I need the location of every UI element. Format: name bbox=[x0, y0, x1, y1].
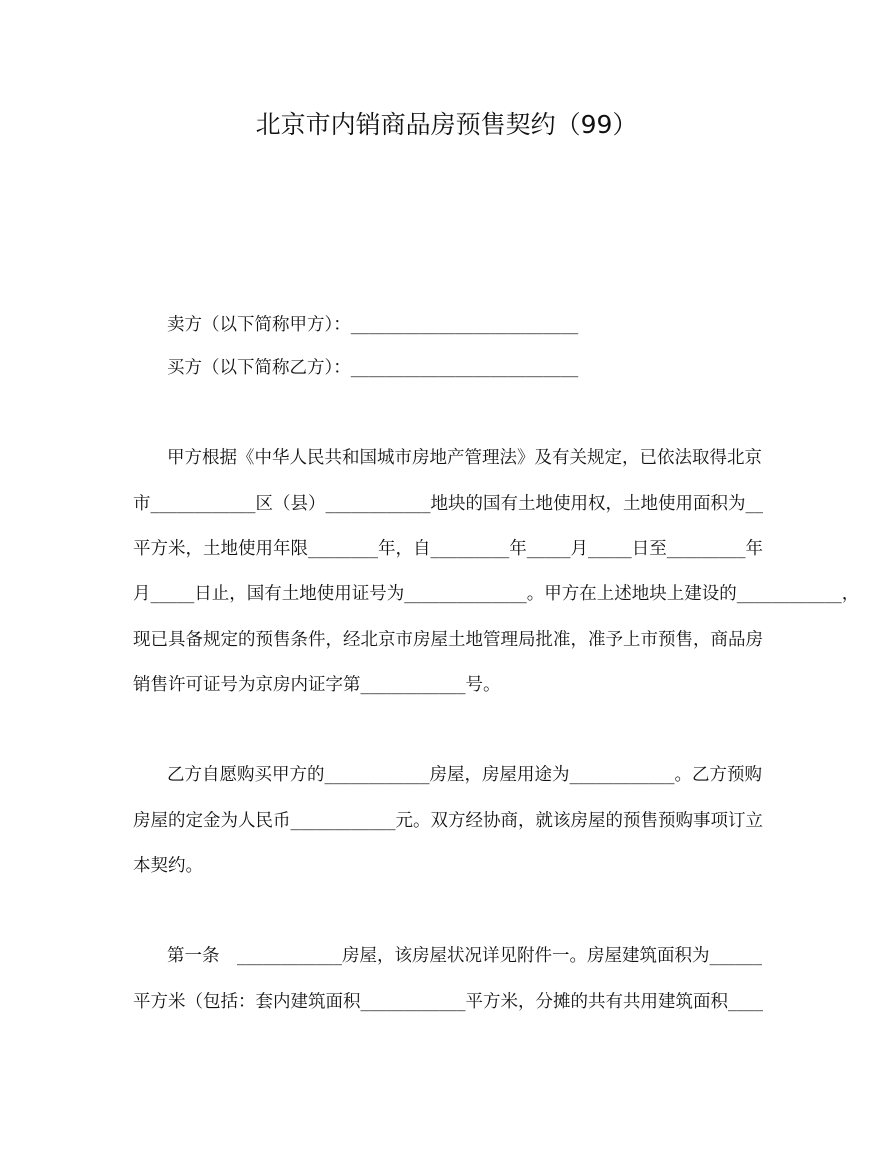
paragraph-line: 销售许可证号为京房内证字第____________号。 bbox=[133, 675, 501, 695]
paragraph-line: 房屋的定金为人民币____________元。双方经协商，就该房屋的预售预购事项订立 bbox=[133, 811, 763, 831]
paragraph-line: 现已具备规定的预售条件，经北京市房屋土地管理局批准，准予上市预售，商品房 bbox=[133, 630, 763, 650]
paragraph-line: 本契约。 bbox=[133, 856, 203, 876]
paragraph-line: 平方米，土地使用年限________年，自_________年_____月_____日至_________年 bbox=[133, 539, 763, 559]
paragraph-line: 月_____日止，国有土地使用证号为______________。甲方在上述地块上建设的____________， bbox=[133, 584, 860, 604]
document-title: 北京市内销商品房预售契约（99） bbox=[255, 110, 638, 139]
paragraph-line: 第一条 ____________房屋，该房屋状况详见附件一。房屋建筑面积为______ bbox=[167, 946, 762, 966]
paragraph-line: 市____________区（县）____________地块的国有土地使用权，土地使用面积为__ bbox=[133, 494, 763, 514]
seller-line: 卖方（以下简称甲方）：__________________________ bbox=[167, 315, 579, 335]
paragraph-line: 平方米（包括：套内建筑面积____________平方米，分摊的共有共用建筑面积____ bbox=[133, 992, 763, 1012]
paragraph-line: 乙方自愿购买甲方的____________房屋，房屋用途为____________。乙方预购 bbox=[167, 765, 762, 785]
buyer-line: 买方（以下简称乙方）：__________________________ bbox=[167, 358, 579, 378]
paragraph-line: 甲方根据《中华人民共和国城市房地产管理法》及有关规定，已依法取得北京 bbox=[167, 448, 762, 468]
